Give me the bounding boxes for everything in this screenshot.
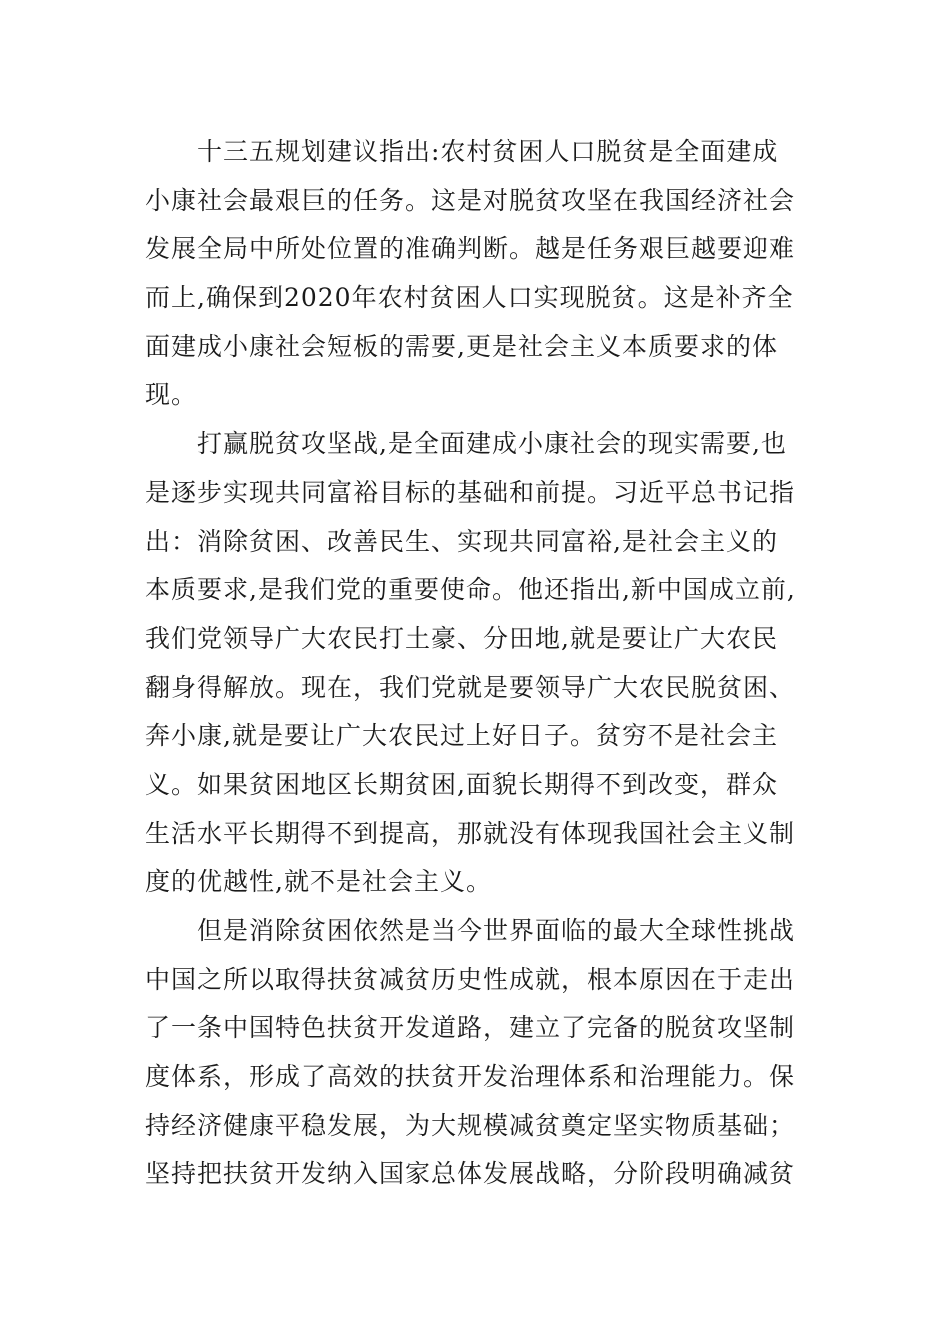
paragraph-1-line-6: 现。 [145, 380, 198, 410]
paragraph-2-line-8: 义。如果贫困地区长期贫困,面貌长期得不到改变，群众 [145, 769, 778, 799]
paragraph-2-line-6: 翻身得解放。现在，我们党就是要领导广大农民脱贫困、 [145, 672, 796, 702]
paragraph-3-line-3: 了一条中国特色扶贫开发道路，建立了完备的脱贫攻坚制 [145, 1013, 796, 1043]
paragraph-3-line-6: 坚持把扶贫开发纳入国家总体发展战略，分阶段明确减贫 [145, 1159, 796, 1189]
paragraph-2-line-4: 本质要求,是我们党的重要使命。他还指出,新中国成立前, [145, 575, 796, 605]
paragraph-2-line-9: 生活水平长期得不到提高，那就没有体现我国社会主义制 [145, 818, 796, 848]
paragraph-2-line-7: 奔小康,就是要让广大农民过上好日子。贫穷不是社会主 [145, 721, 778, 751]
paragraph-2-line-1: 打赢脱贫攻坚战,是全面建成小康社会的现实需要,也 [197, 429, 787, 459]
paragraph-3-line-1: 但是消除贫困依然是当今世界面临的最大全球性挑战 [197, 916, 796, 945]
paragraph-1-line-5: 面建成小康社会短板的需要,更是社会主义本质要求的体 [145, 331, 778, 361]
paragraph-3-line-4: 度体系，形成了高效的扶贫开发治理体系和治理能力。保 [145, 1062, 796, 1092]
paragraph-2-line-10: 度的优越性,就不是社会主义。 [145, 867, 492, 897]
body-text [145, 128, 796, 1199]
paragraph-2-line-3: 出：消除贫困、改善民生、实现共同富裕,是社会主义的 [145, 526, 778, 556]
paragraph-1-line-2: 小康社会最艰巨的任务。这是对脱贫攻坚在我国经济社会 [145, 185, 796, 215]
paragraph-1-line-1: 十三五规划建议指出:农村贫困人口脱贫是全面建成 [197, 137, 779, 166]
paragraph-3-line-2: 中国之所以取得扶贫减贫历史性成就，根本原因在于走出 [145, 964, 796, 994]
paragraph-1-line-4: 而上,确保到2020年农村贫困人口实现脱贫。这是补齐全 [145, 283, 794, 313]
paragraph-1-line-3: 发展全局中所处位置的准确判断。越是任务艰巨越要迎难 [145, 234, 796, 264]
paragraph-2-line-5: 我们党领导广大农民打土豪、分田地,就是要让广大农民 [145, 623, 778, 653]
paragraph-3-line-5: 持经济健康平稳发展，为大规模减贫奠定坚实物质基础； [145, 1110, 796, 1140]
paragraph-2-line-2: 是逐步实现共同富裕目标的基础和前提。习近平总书记指 [145, 477, 796, 507]
